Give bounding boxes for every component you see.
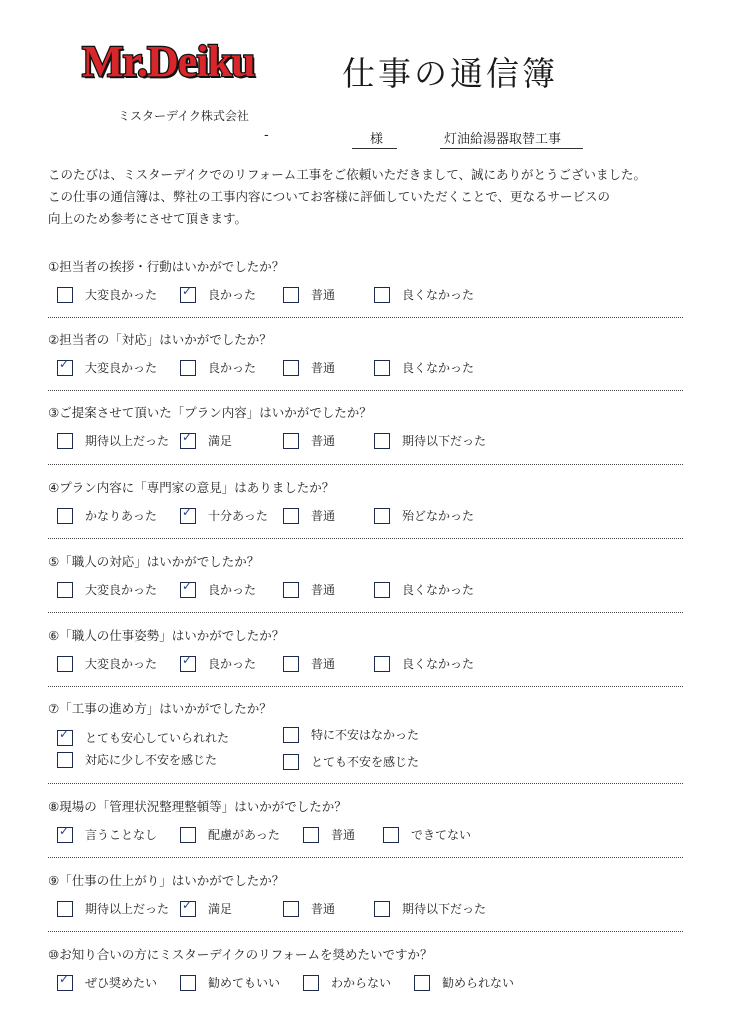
checkbox[interactable] [57,752,73,768]
option-label: 満足 [208,434,233,448]
checkbox[interactable] [374,287,390,303]
q10-option-3[interactable] [303,974,391,991]
checkbox[interactable] [283,656,299,672]
option-label: 普通 [311,361,336,375]
section-divider [48,538,683,539]
checkmark-icon: ✓ [59,726,70,741]
section-divider [48,317,683,318]
option-label: 勧められない [442,976,515,990]
option-label: できてない [411,828,472,842]
checkmark-icon: ✓ [182,897,193,912]
option-label: 良くなかった [402,288,475,302]
checkbox[interactable] [180,652,196,672]
option-label: 期待以下だった [402,434,487,448]
option-label: 良かった [208,583,257,597]
checkmark-icon: ✓ [182,504,193,519]
work-name: 灯油給湯器取替工事 [440,132,583,149]
q4-option-3[interactable] [283,507,335,524]
q7-option-2[interactable] [283,726,419,743]
question-2-label: ②担当者の「対応」はいかがでしたか？ [48,332,272,347]
checkbox[interactable] [283,901,299,917]
checkbox[interactable] [374,901,390,917]
option-label: わからない [331,976,392,990]
option-label: 普通 [311,288,336,302]
checkbox[interactable] [57,287,73,303]
option-label: 期待以上だった [85,434,170,448]
checkbox[interactable] [283,287,299,303]
checkbox[interactable] [57,356,73,376]
checkbox[interactable] [180,827,196,843]
q5-option-3[interactable] [283,581,335,598]
option-label: 大変良かった [85,657,158,671]
option-label: 良くなかった [402,361,475,375]
question-6-label: ⑥「職人の仕事姿勢」はいかがでしたか？ [48,628,285,643]
intro-line: この仕事の通信簿は、弊社の工事内容についてお客様に評価していただくことで、更なるサービスの [48,189,611,204]
option-label: 十分あった [208,509,268,523]
q7-option-3[interactable] [57,751,217,768]
checkbox[interactable] [180,283,196,303]
intro-line: このたびは、ミスターデイクでのリフォーム工事をご依頼いただきまして、誠にありがとうございました。 [48,167,647,182]
q9-option-1[interactable] [57,900,169,917]
checkbox[interactable] [57,433,73,449]
option-label: 普通 [311,902,336,916]
checkbox[interactable] [57,582,73,598]
question-1-label: ①担当者の挨拶・行動はいかがでしたか？ [48,259,285,274]
q4-option-4[interactable] [374,507,474,524]
q1-option-1[interactable] [57,286,157,303]
checkbox[interactable] [303,827,319,843]
checkbox[interactable] [180,504,196,524]
section-divider [48,686,683,687]
option-label: 満足 [208,902,233,916]
checkbox[interactable] [180,360,196,376]
option-label: ぜひ奨めたい [85,976,158,990]
q7-option-4[interactable] [283,753,419,770]
q3-option-4[interactable] [374,432,486,449]
checkbox[interactable] [414,975,430,991]
q8-option-4[interactable] [383,826,471,843]
q2-option-3[interactable] [283,359,335,376]
question-5-label: ⑤「職人の対応」はいかがでしたか？ [48,554,260,569]
q5-option-1[interactable] [57,581,157,598]
checkbox[interactable] [180,578,196,598]
checkbox[interactable] [283,360,299,376]
checkbox[interactable] [374,508,390,524]
checkmark-icon: ✓ [182,578,193,593]
option-label: 良かった [208,657,257,671]
checkbox[interactable] [303,975,319,991]
question-9-label: ⑨「仕事の仕上がり」はいかがでしたか？ [48,873,285,888]
q6-option-4[interactable] [374,655,474,672]
checkmark-icon: ✓ [182,429,193,444]
option-label: 殆どなかった [402,509,475,523]
checkbox[interactable] [374,433,390,449]
q10-option-1[interactable] [57,971,158,991]
checkbox[interactable] [283,727,299,743]
checkbox[interactable] [57,823,73,843]
q4-option-2[interactable] [180,504,268,524]
checkmark-icon: ✓ [59,356,70,371]
q1-option-4[interactable] [374,286,474,303]
q10-option-4[interactable] [414,974,514,991]
checkbox[interactable] [57,656,73,672]
option-label: 良くなかった [402,657,475,671]
checkbox[interactable] [283,433,299,449]
checkbox[interactable] [374,656,390,672]
q7-option-1[interactable] [57,726,230,746]
option-label: 普通 [311,657,336,671]
q2-option-1[interactable] [57,356,158,376]
checkbox[interactable] [283,508,299,524]
q6-option-2[interactable] [180,652,257,672]
q9-option-3[interactable] [283,900,335,917]
checkmark-icon: ✓ [182,652,193,667]
checkbox[interactable] [57,901,73,917]
intro-line: 向上のため参考にさせて頂きます。 [48,211,248,226]
checkmark-icon: ✓ [182,283,193,298]
q9-option-4[interactable] [374,900,486,917]
option-label: とても不安を感じた [311,755,420,769]
option-label: とても安心していられれた [85,731,230,745]
option-label: 大変良かった [85,361,158,375]
page-title: 仕事の通信簿 [342,54,558,93]
checkbox[interactable] [180,897,196,917]
option-label: 期待以上だった [85,902,170,916]
question-3-label: ③ご提案させて頂いた「プラン内容」はいかがでしたか？ [48,405,372,420]
honorific-label: 様 [352,132,397,149]
company-name: ミスターデイク株式会社 [118,109,249,123]
q8-option-1[interactable] [57,823,158,843]
section-divider [48,612,683,613]
checkbox[interactable] [180,975,196,991]
customer-name-placeholder: - [264,128,269,143]
company-logo: Mr.Deiku [82,37,255,86]
option-label: 良かった [208,361,257,375]
option-label: 良くなかった [402,583,475,597]
q6-option-3[interactable] [283,655,335,672]
section-divider [48,857,683,858]
q3-option-1[interactable] [57,432,169,449]
section-divider [48,464,683,465]
option-label: 普通 [311,509,336,523]
question-7-label: ⑦「工事の進め方」はいかがでしたか？ [48,701,272,716]
option-label: 普通 [311,434,336,448]
q2-option-2[interactable] [180,359,256,376]
question-10-label: ⑩お知り合いの方にミスターデイクのリフォームを奨めたいですか？ [48,947,433,962]
option-label: 期待以下だった [402,902,487,916]
option-label: 普通 [311,583,336,597]
q9-option-2[interactable] [180,897,233,917]
question-4-label: ④プラン内容に「専門家の意見」はありましたか？ [48,480,335,495]
intro-text [48,164,688,230]
checkmark-icon: ✓ [59,823,70,838]
work-field [440,128,583,147]
checkbox[interactable] [57,726,73,746]
section-divider [48,390,683,391]
option-label: 大変良かった [85,288,158,302]
checkbox[interactable] [383,827,399,843]
q8-option-3[interactable] [303,826,355,843]
checkbox[interactable] [374,582,390,598]
q4-option-1[interactable] [57,507,157,524]
q10-option-2[interactable] [180,974,280,991]
honorific-field [352,128,397,147]
q1-option-2[interactable] [180,283,257,303]
option-label: 配慮があった [208,828,280,842]
section-divider [48,931,683,932]
checkbox[interactable] [57,971,73,991]
q1-option-3[interactable] [283,286,335,303]
q6-option-1[interactable] [57,655,157,672]
option-label: 良かった [208,288,257,302]
option-label: 特に不安はなかった [311,728,420,742]
option-label: 対応に少し不安を感じた [85,753,218,767]
option-label: 勧めてもいい [208,976,281,990]
option-label: 大変良かった [85,583,158,597]
q5-option-2[interactable] [180,578,257,598]
q3-option-3[interactable] [283,432,335,449]
option-label: 普通 [331,828,356,842]
question-8-label: ⑧現場の「管理状況整理整頓等」はいかがでしたか？ [48,799,347,814]
option-label: かなりあった [85,509,157,523]
q8-option-2[interactable] [180,826,280,843]
section-divider [48,783,683,784]
checkbox[interactable] [283,582,299,598]
q5-option-4[interactable] [374,581,474,598]
checkbox[interactable] [57,508,73,524]
checkbox[interactable] [374,360,390,376]
checkbox[interactable] [180,429,196,449]
checkmark-icon: ✓ [59,971,70,986]
checkbox[interactable] [283,754,299,770]
option-label: 言うことなし [85,828,158,842]
q3-option-2[interactable] [180,429,233,449]
q2-option-4[interactable] [374,359,474,376]
